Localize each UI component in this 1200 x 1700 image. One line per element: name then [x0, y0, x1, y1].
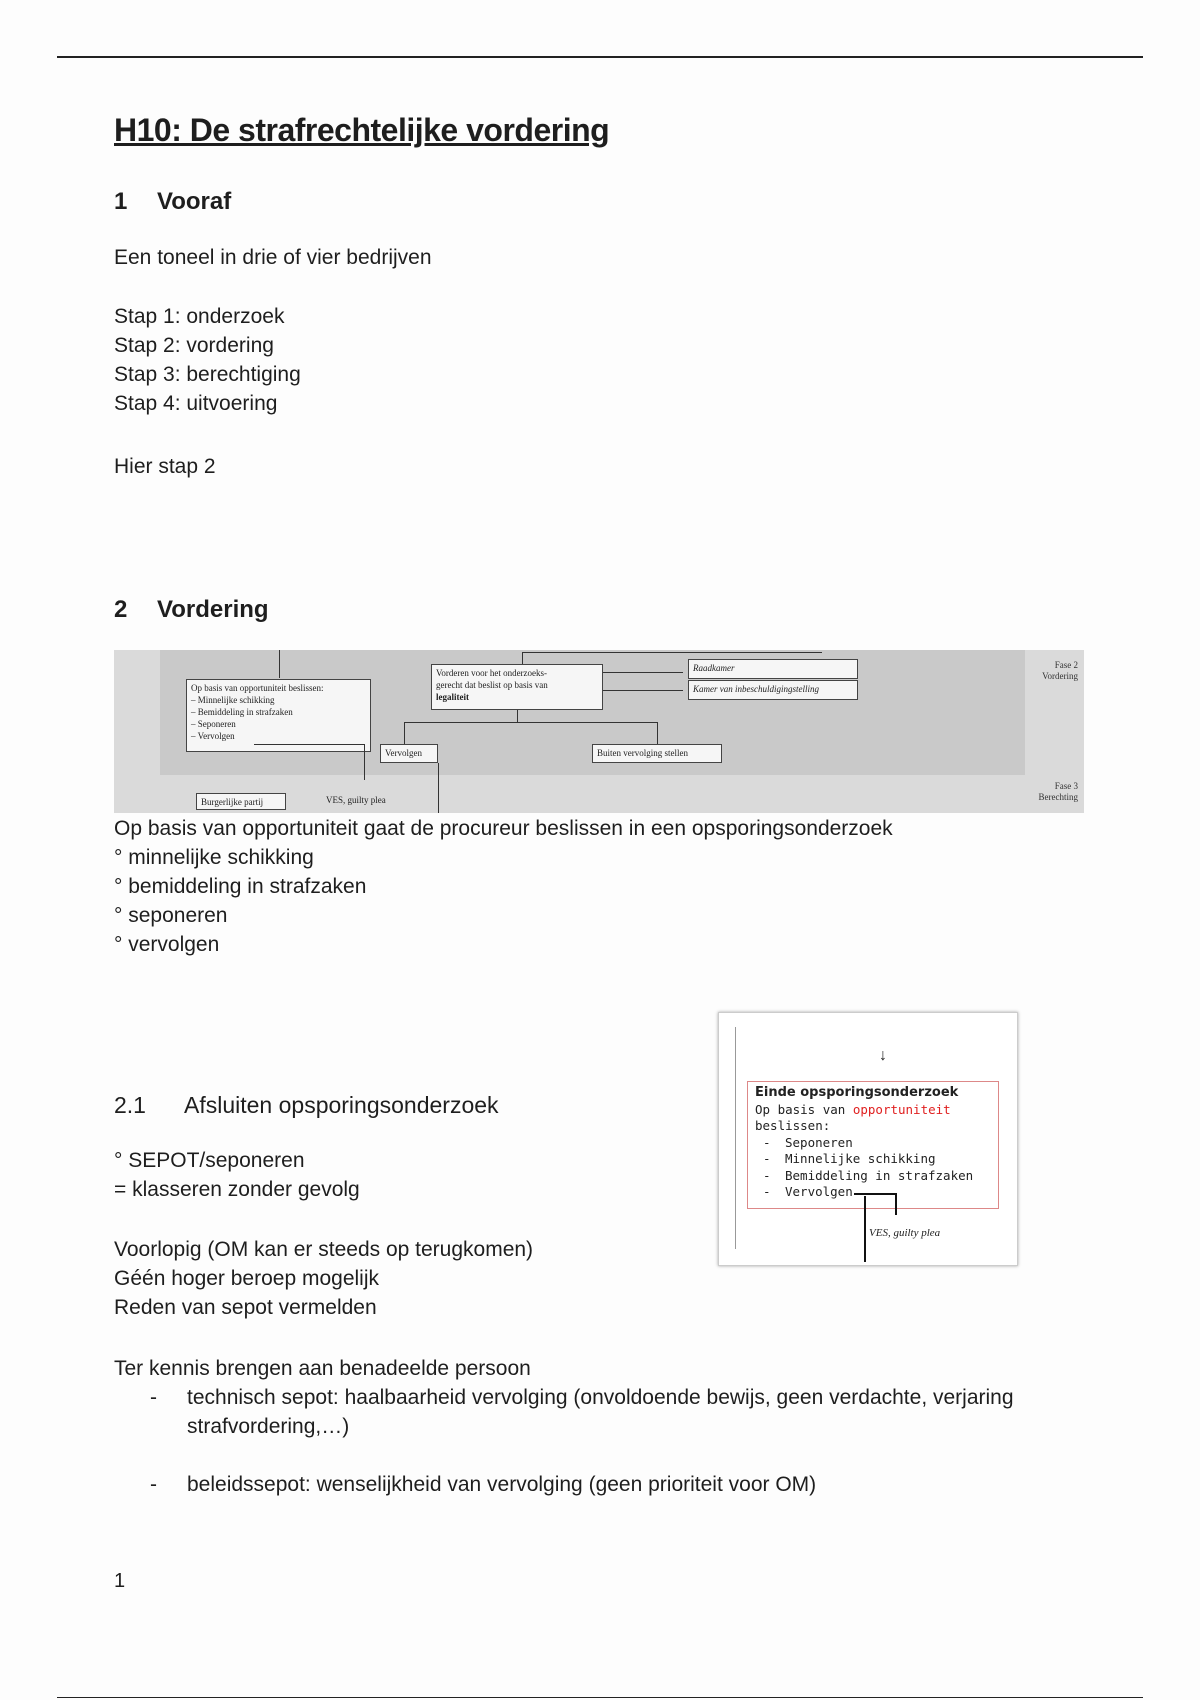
burgerlijke-partij-box: Burgerlijke partij	[196, 793, 286, 810]
down-arrow-icon: ↓	[879, 1047, 887, 1064]
connector	[404, 722, 405, 744]
fase-2-label	[1004, 660, 1078, 682]
vordering-lead: Op basis van opportuniteit gaat de procureur beslissen in een opsporingsonderzoek	[114, 817, 893, 840]
box-line: – Bemiddeling in strafzaken	[191, 707, 293, 717]
connector	[603, 672, 683, 673]
connector	[522, 652, 822, 653]
inset-heading: Einde opsporingsonderzoek	[755, 1085, 959, 1100]
page-number: 1	[114, 1570, 126, 1592]
list-item-text: beleidssepot: wenselijkheid van vervolging (geen prioriteit voor OM)	[187, 1473, 817, 1496]
vordering-text	[114, 814, 893, 959]
fase-line: Fase 2	[1054, 660, 1078, 670]
box-line: – Minnelijke schikking	[191, 695, 275, 705]
inset-item: - Vervolgen	[763, 1184, 853, 1199]
inset-ves-label: VES, guilty plea	[869, 1227, 941, 1239]
inset-line-red: opportuniteit	[852, 1101, 951, 1117]
option-item: ° bemiddeling in strafzaken	[114, 875, 367, 898]
opportunity-box	[186, 679, 371, 752]
dash-bullet: -	[150, 1386, 157, 1409]
connector	[364, 744, 365, 780]
list-item	[150, 1383, 1117, 1441]
inset-item: - Minnelijke schikking	[763, 1151, 936, 1166]
section-2-1-heading	[114, 1092, 499, 1119]
connector	[279, 650, 280, 678]
sepot-definition	[114, 1146, 360, 1204]
fase-3-label	[1004, 781, 1078, 803]
here-step: Hier stap 2	[114, 455, 216, 478]
option-item: ° minnelijke schikking	[114, 846, 314, 869]
inset-figure	[718, 1012, 1018, 1266]
box-line: gerecht dat beslist op basis van	[436, 680, 548, 690]
inset-item: - Seponeren	[763, 1134, 853, 1150]
buiten-vervolging-box: Buiten vervolging stellen	[592, 744, 722, 763]
dash-bullet: -	[150, 1473, 157, 1496]
flowchart-scan	[114, 650, 1084, 813]
inset-item-text: Seponeren	[785, 1134, 853, 1150]
section-number: 1	[114, 188, 128, 215]
inset-item-text: Vervolgen	[785, 1184, 853, 1199]
kamer-box: Kamer van inbeschuldigingstelling	[688, 680, 858, 700]
step-item: Stap 4: uitvoering	[114, 392, 278, 415]
box-line: – Vervolgen	[191, 731, 235, 741]
inset-item-text: Minnelijke schikking	[785, 1151, 936, 1166]
option-item: ° vervolgen	[114, 933, 220, 956]
inset-border-line	[735, 1027, 736, 1249]
fase-line: Vordering	[1042, 671, 1078, 681]
fase-line: Fase 3	[1054, 781, 1078, 791]
section-title: Vooraf	[157, 188, 232, 215]
connector	[657, 722, 658, 744]
notify-line: Ter kennis brengen aan benadeelde persoon	[114, 1357, 531, 1380]
connector	[864, 1196, 866, 1262]
list-item	[150, 1470, 1117, 1499]
sepot-line: Voorlopig (OM kan er steeds op terugkomen)	[114, 1238, 534, 1261]
section-number: 2	[114, 596, 128, 623]
sepot-properties	[114, 1235, 533, 1322]
list-item-text: technisch sepot: haalbaarheid vervolging (onvoldoende bewijs, geen verdachte, verjaring strafvordering,…)	[187, 1386, 1014, 1438]
vervolgen-box: Vervolgen	[380, 744, 438, 763]
inset-line	[755, 1102, 991, 1119]
connector	[438, 763, 439, 813]
section-1-heading	[114, 188, 231, 216]
step-item: Stap 2: vordering	[114, 334, 274, 357]
page-title: H10: De strafrechtelijke vordering	[114, 112, 610, 148]
connector	[522, 652, 523, 664]
section-number: 2.1	[114, 1092, 146, 1118]
connector	[603, 690, 683, 691]
footer-rule	[57, 1697, 1143, 1698]
option-item: ° seponeren	[114, 904, 228, 927]
inset-line-2: beslissen:	[755, 1118, 831, 1133]
header-rule	[57, 56, 1143, 58]
inset-item: - Bemiddeling in strafzaken	[763, 1167, 974, 1183]
fase-line: Berechting	[1038, 792, 1078, 802]
connector	[254, 744, 365, 745]
sepot-line: Géén hoger beroep mogelijk	[114, 1267, 380, 1290]
connector	[517, 710, 518, 722]
sepot-line: Reden van sepot vermelden	[114, 1296, 377, 1319]
connector	[854, 1193, 896, 1195]
section-2-heading	[114, 596, 269, 624]
sepot-line: ° SEPOT/seponeren	[114, 1149, 305, 1172]
legality-box	[431, 664, 603, 710]
sepot-line: = klasseren zonder gevolg	[114, 1178, 360, 1201]
step-item: Stap 3: berechtiging	[114, 363, 301, 386]
inset-item-text: Bemiddeling in strafzaken	[785, 1167, 974, 1183]
inset-box	[747, 1081, 999, 1209]
inset-line-prefix: Op basis van	[755, 1101, 853, 1117]
section-title: Afsluiten opsporingsonderzoek	[184, 1092, 499, 1118]
box-line: Vorderen voor het onderzoeks-	[436, 668, 548, 678]
section-title: Vordering	[157, 596, 269, 623]
step-item: Stap 1: onderzoek	[114, 305, 285, 328]
connector	[895, 1193, 897, 1215]
raadkamer-box: Raadkamer	[688, 659, 858, 679]
steps-list	[114, 302, 301, 418]
sepot-types-list	[150, 1383, 1117, 1499]
connector	[404, 722, 658, 723]
box-line: legaliteit	[436, 692, 469, 702]
ves-label: VES, guilty plea	[326, 795, 386, 805]
intro-line: Een toneel in drie of vier bedrijven	[114, 246, 432, 269]
box-line: – Seponeren	[191, 719, 236, 729]
box-line: Op basis van opportuniteit beslissen:	[191, 683, 324, 693]
